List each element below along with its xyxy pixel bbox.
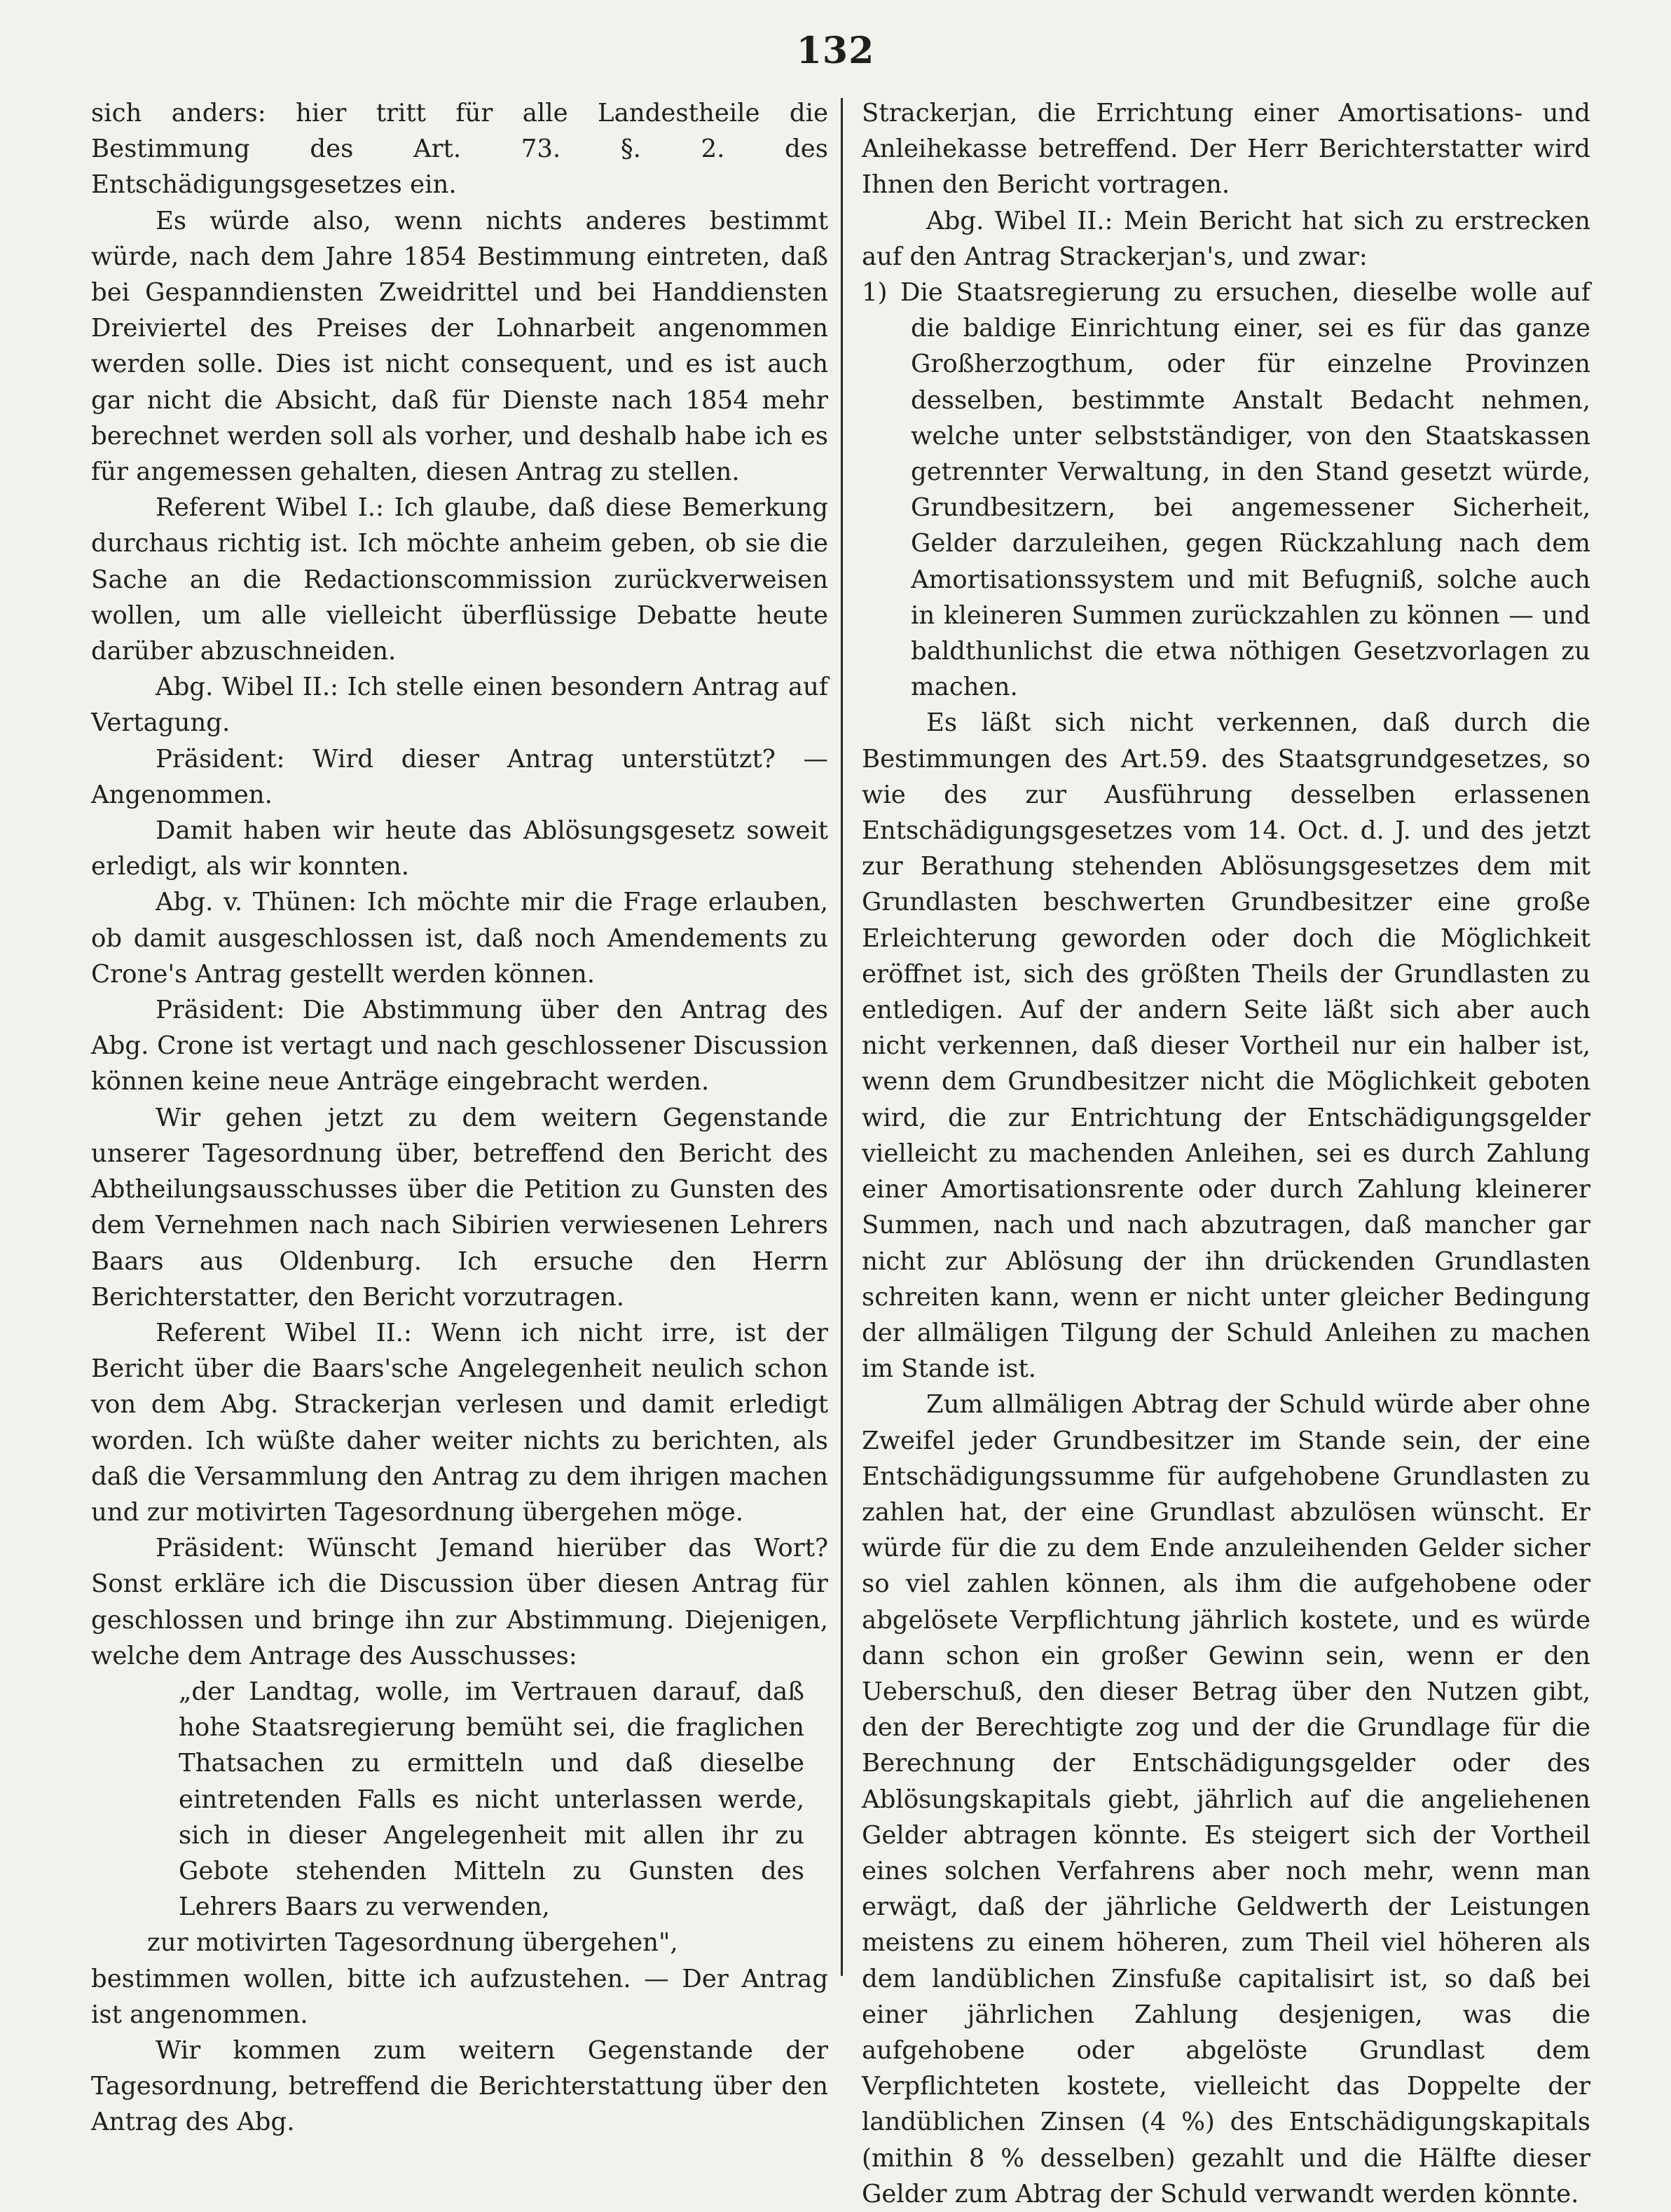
quoted-motion-end: zur motivirten Tagesordnung übergehen", — [147, 1928, 678, 1958]
paragraph: Referent Wibel II.: Wenn ich nicht irre, ist der Bericht über die Baars'sche Angelegenheit neulich schon von dem Abg. Strackerjan verlesen und damit erledigt worden. Ich wüßte daher weiter nichts zu berichten, als daß die Versammlung den Antrag zu dem ihrigen machen und zur motivirten Tagesordnung übergehen möge. — [91, 1318, 828, 1527]
paragraph: Strackerjan, die Errichtung einer Amortisations- und Anleihekasse betreffend. Der Herr Berichterstatter wird Ihnen den Bericht vortragen. — [862, 99, 1590, 200]
paragraph: sich anders: hier tritt für alle Landestheile die Bestimmung des Art. 73. §. 2. des Entschädigungsgesetzes ein. — [91, 99, 828, 200]
paragraph: Präsident: Wird dieser Antrag unterstützt? — Angenommen. — [91, 744, 828, 809]
page-number: 132 — [796, 29, 875, 72]
right-column — [862, 95, 1590, 2212]
paragraph: Präsident: Wünscht Jemand hierüber das Wort? Sonst erkläre ich die Discussion über diesen Antrag für geschlossen und bringe ihn zur Abstimmung. Diejenigen, welche dem Antrage des Ausschusses: — [91, 1534, 828, 1670]
paragraph: Abg. Wibel II.: Mein Bericht hat sich zu erstrecken auf den Antrag Strackerjan's, und zwar: — [862, 206, 1590, 271]
paragraph: Wir gehen jetzt zu dem weitern Gegenstande unserer Tagesordnung über, betreffend den Bericht des Abtheilungsausschusses über die Petition zu Gunsten des dem Vernehmen nach nach Sibirien verwiesenen Lehrers Baars aus Oldenburg. Ich ersuche den Herrn Berichterstatter, den Bericht vorzutragen. — [91, 1103, 828, 1312]
quoted-motion: „der Landtag, wolle, im Vertrauen darauf, daß hohe Staatsregierung bemüht sei, die fraglichen Thatsachen zu ermitteln und daß dieselbe eintretenden Falls es nicht unterlassen werde, sich in dieser Angelegenheit mit allen ihr zu Gebote stehenden Mitteln zu Gunsten des Lehrers Baars zu verwenden, — [179, 1677, 804, 1922]
paragraph: Es würde also, wenn nichts anderes bestimmt würde, nach dem Jahre 1854 Bestimmung eintreten, daß bei Gespanndiensten Zweidrittel und bei Handdiensten Dreiviertel des Preises der Lohnarbeit angenommen werden solle. Dies ist nicht consequent, und es ist auch gar nicht die Absicht, daß für Dienste nach 1854 mehr berechnet werden soll als vorher, und deshalb habe ich es für angemessen gehalten, diesen Antrag zu stellen. — [91, 206, 828, 487]
paragraph: Referent Wibel I.: Ich glaube, daß diese Bemerkung durchaus richtig ist. Ich möchte anheim geben, ob sie die Sache an die Redactionscommission zurückverweisen wollen, um alle vielleicht überflüssige Debatte heute darüber abzuschneiden. — [91, 493, 828, 666]
paragraph: Wir kommen zum weitern Gegenstande der Tagesordnung, betreffend die Berichterstattung über den Antrag des Abg. — [91, 2035, 828, 2137]
column-divider — [841, 98, 843, 1976]
paragraph: Es läßt sich nicht verkennen, daß durch die Bestimmungen des Art.59. des Staatsgrundgesetzes, so wie des zur Ausführung desselben erlassenen Entschädigungsgesetzes vom 14. Oct. d. J. und des jetzt zur Berathung stehenden Ablösungsgesetzes dem mit Grundlasten beschwerten Grundbesitzer eine große Erleichterung geworden oder doch die Möglichkeit eröffnet ist, sich des größten Theils der Grundlasten zu entledigen. Auf der andern Seite läßt sich aber auch nicht verkennen, daß dieser Vortheil nur ein halber ist, wenn dem Grundbesitzer nicht die Möglichkeit geboten wird, die zur Entrichtung der Entschädigungsgelder vielleicht zu machenden Anleihen, sei es durch Zahlung einer Amortisationsrente oder durch Zahlung kleinerer Summen, nach und nach abzutragen, daß mancher gar nicht zur Ablösung der ihn drückenden Grundlasten schreiten kann, wenn er nicht unter gleicher Bedingung der allmäligen Tilgung der Schuld Anleihen zu machen im Stande ist. — [862, 708, 1590, 1384]
paragraph: Abg. v. Thünen: Ich möchte mir die Frage erlauben, ob damit ausgeschlossen ist, daß noch Amendements zu Crone's Antrag gestellt werden können. — [91, 888, 828, 989]
paragraph: Damit haben wir heute das Ablösungsgesetz soweit erledigt, als wir konnten. — [91, 816, 828, 881]
left-column — [91, 95, 828, 2141]
paragraph: bestimmen wollen, bitte ich aufzustehen. — Der Antrag ist angenommen. — [91, 1964, 828, 2029]
numbered-item: 1) Die Staatsregierung zu ersuchen, dieselbe wolle auf die baldige Einrichtung einer, sei es für das ganze Großherzogthum, oder für einzelne Provinzen desselben, bestimmte Anstalt Bedacht nehmen, welche unter selbstständiger, von den Staatskassen getrennter Verwaltung, in den Stand gesetzt würde, Grundbesitzern, bei angemessener Sicherheit, Gelder darzuleihen, gegen Rückzahlung nach dem Amortisationssystem und mit Befugniß, solche auch in kleineren Summen zurückzahlen zu können — und baldthunlichst die etwa nöthigen Gesetzvorlagen zu machen. — [862, 278, 1590, 702]
paragraph: Präsident: Die Abstimmung über den Antrag des Abg. Crone ist vertagt und nach geschlossener Discussion können keine neue Anträge eingebracht werden. — [91, 996, 828, 1097]
paragraph: Zum allmäligen Abtrag der Schuld würde aber ohne Zweifel jeder Grundbesitzer im Stande sein, der eine Entschädigungssumme für aufgehobene Grundlasten zu zahlen hat, der eine Grundlast abzulösen wünscht. Er würde für die zu dem Ende anzuleihenden Gelder sicher so viel zahlen können, als ihm die aufgehobene oder abgelösete Verpflichtung jährlich kostete, und es würde dann schon ein großer Gewinn sein, wenn er den Ueberschuß, den dieser Betrag über den Nutzen gibt, den der Berechtigte zog und der die Grundlage für die Berechnung der Entschädigungsgelder oder des Ablösungskapitals giebt, jährlich auf die angeliehenen Gelder abtragen könnte. Es steigert sich der Vortheil eines solchen Verfahrens aber noch mehr, wenn man erwägt, daß der jährliche Geldwerth der Leistungen meistens zu einem höheren, zum Theil viel höheren als dem landüblichen Zinsfuße capitalisirt ist, so daß bei einer jährlichen Zahlung desjenigen, was die aufgehobene oder abgelöste Grundlast dem Verpflichteten kostete, vielleicht das Doppelte der landüblichen Zinsen (4 %) des Entschädigungskapitals (mithin 8 % desselben) gezahlt und die Hälfte dieser Gelder zum Abtrag der Schuld verwandt werden könnte. — [862, 1390, 1590, 2208]
paragraph: Abg. Wibel II.: Ich stelle einen besondern Antrag auf Vertagung. — [91, 673, 828, 738]
